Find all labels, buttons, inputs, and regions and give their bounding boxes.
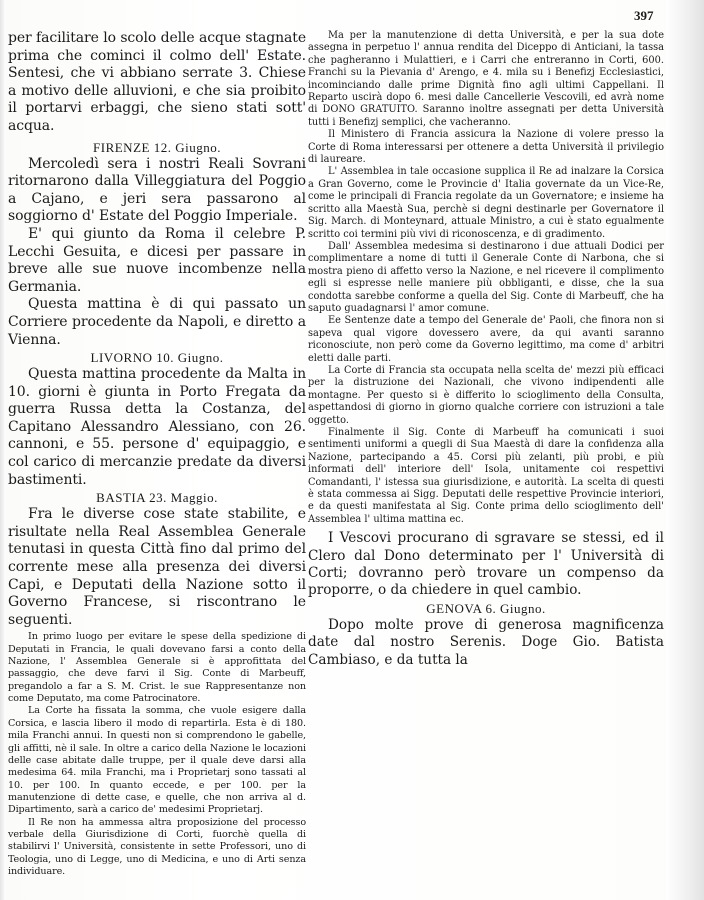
right-paragraph-5: Ee Sentenze date a tempo del Generale de' Paoli, che finora non si sapeva qual vigore dovessero avere, da qui avanti saranno riconosciute, non però come da Governo legittimo, ma come d' arbitri eletti dalle parti. [308,315,664,364]
right-paragraph-2: Il Ministero di Francia assicura la Nazione di volere presso la Corte di Roma interessarsi per ottenere a detta Università il privilegio di laureare. [308,129,664,166]
firenze-paragraph-2: E' qui giunto da Roma il celebre P. Lecchi Gesuita, e dicesi per passare in breve alle sue nuove incombenze nella Germania. [8,225,306,295]
right-paragraph-3: L' Assemblea in tale occasione supplica il Re ad inalzare la Corsica a Gran Governo, come le Provincie d' Italia governate da un Vice-Re, come le principali di Francia regolate da un Governatore; e insieme ha scritto alla Maestà Sua, perchè si degni destinarle per Governatore il Sig. March. di Monteynard, attuale Ministro, a cui è stato egualmente scritto coi termini più vivi di riconoscenza, e di gradimento. [308,166,664,240]
page-number: 397 [634,8,654,23]
bastia-paragraph-3: La Corte ha fissata la somma, che vuole esigere dalla Corsica, e lascia libero il modo di repartirla. Esta è di 180. mila Franchi annui. In questi non si comprendono le gabelle, gli affitti, nè il sale. In oltre a carico della Nazione le locazioni delle case abitate dalle truppe, per il quale deve darsi alla medesima 64. mila Franchi, ma i Proprietarj sono tassati al 10. per 100. In quanto eccede, e per 100. per la manutenzione di dette case, e quelle, che non arriva al d. Dipartimento, sarà a carico de' medesimi Proprietarj. [8,705,306,816]
genova-paragraph: Dopo molte prove di generosa magnificenza date dal nostro Serenis. Doge Gio. Batista Cambiaso, e da tutta la [308,616,664,668]
page-fold-shadow [0,0,6,900]
dateline-firenze: FIRENZE 12. Giugno. [93,139,221,155]
firenze-paragraph-3: Questa mattina è di qui passato un Corriere procedente da Napoli, e diretto a Vienna. [8,296,306,348]
right-paragraph-7: Finalmente il Sig. Conte di Marbeuff ha comunicati i suoi sentimenti uniformi a quegli di Sua Maestà di dare la confidenza alla Nazione, partecipando a 45. Corsi più zelanti, più probi, e più informati dell' interiore dell' Isola, unitamente coi respettivi Comandanti, l' istessa sua giurisdizione, e autorità. La scelta di questi è stata commessa ai Sigg. Deputati delle respettive Provincie interiori, e da questi manifestata al Sig. Conte prima dello scioglimento dell' Assemblea l' ultima mattina ec. [308,427,664,525]
bastia-paragraph-2: In primo luogo per evitare le spese della spedizione di Deputati in Francia, le quali dovevano farsi a conto della Nazione, l' Assemblea Generale si è approfittata del passaggio, che deve farvi il Sig. Conte di Marbeuff, pregandolo a far a S. M. Crist. le sue Rappresentanze non come Deputato, ma come Patrocinatore. [8,631,306,705]
dateline-genova: GENOVA 6. Giugno. [426,600,546,616]
right-paragraph-6: La Corte di Francia sta occupata nella scelta de' mezzi più efficaci per la distruzione dei Nazionali, che vivono indipendenti alle montagne. Per questo si è differito lo scioglimento della Consulta, aspettandosi di giorno in giorno qualche corriere con istruzioni a tale oggetto. [308,364,664,426]
livorno-paragraph: Questa mattina procedente da Malta in 10. giorni è giunta in Porto Fregata da guerra Russa detta la Costanza, del Capitano Alessandro Alessiano, con 26. cannoni, e 55. persone d' equipaggio, e col carico di mercanzie predate da diversi bastimenti. [8,366,306,488]
page-margin-strip [666,0,704,900]
dateline-bastia: BASTIA 23. Maggio. [96,490,218,506]
right-paragraph-vescovi: I Vescovi procurano di sgravare se stessi, ed il Clero dal Dono determinato per l' Università di Corti; dovranno però trovare un compenso da proporre, o da chiedere in quel cambio. [308,530,664,599]
right-paragraph-1: Ma per la manutenzione di detta Università, e per la sua dote assegna in perpetuo l' annua rendita del Diceppo di Anticiani, la tassa che pagheranno i Mulattieri, e i Carri che entreranno in Corti, 600. Franchi su la Pievania d' Arengo, e 4. mila su i Benefizj Ecclesiastici, incominciando dalle prime Dignità fino agli ultimi Cappellani. Il Reparto uscirà dopo 6. mesi dalle Cancellerie Vescovili, ed avrà nome di DONO GRATUITO. Saranno inoltre assegnati per detta Università tutti i Benefizj semplici, che vacheranno. [308,30,664,128]
article-intro: per facilitare lo scolo delle acque stagnate prima che cominci il colmo dell' Estate. Sentesi, che vi abbiano serrate 3. Chiese a motivo delle alluvioni, e che sia proibito il portarvi erbaggi, che sieno stati sott' acqua. [8,30,306,134]
bastia-paragraph-4: Il Re non ha ammessa altra proposizione del processo verbale della Giurisdizione di Corti, fuorchè quella di stabilirvi l' Università, consistente in sette Professori, uno di Teologia, uno di Legge, uno di Medicina, e uno di Arti senza individuare. [8,816,306,877]
right-paragraph-4: Dall' Assemblea medesima si destinarono i due attuali Dodici per complimentare a nome di tutti il Generale Conte di Narbona, che si mostra pieno di affetto verso la Nazione, e nel ricevere il complimento egli si espresse nelle maniere più obbliganti, e disse, che la sua condotta sarebbe conforme a quella del Sig. Conte di Marbeuff, che ha saputo guadagnarsi l' amor comune. [308,240,664,314]
bastia-paragraph-1: Fra le diverse cose state stabilite, e risultate nella Real Assemblea Generale tenutasi in questa Città fino dal primo del corrente mese alla presenza dei diversi Capi, e Deputati della Nazione sotto il Governo Francese, si riscontrano le seguenti. [8,506,306,628]
dateline-livorno: LIVORNO 10. Giugno. [90,350,224,366]
right-column [308,30,664,669]
firenze-paragraph-1: Mercoledì sera i nostri Reali Sovrani ritornarono dalla Villeggiatura del Poggio a Cajano, e jeri sera passarono al soggiorno d' Estate del Poggio Imperiale. [8,155,306,225]
left-column [8,30,306,878]
